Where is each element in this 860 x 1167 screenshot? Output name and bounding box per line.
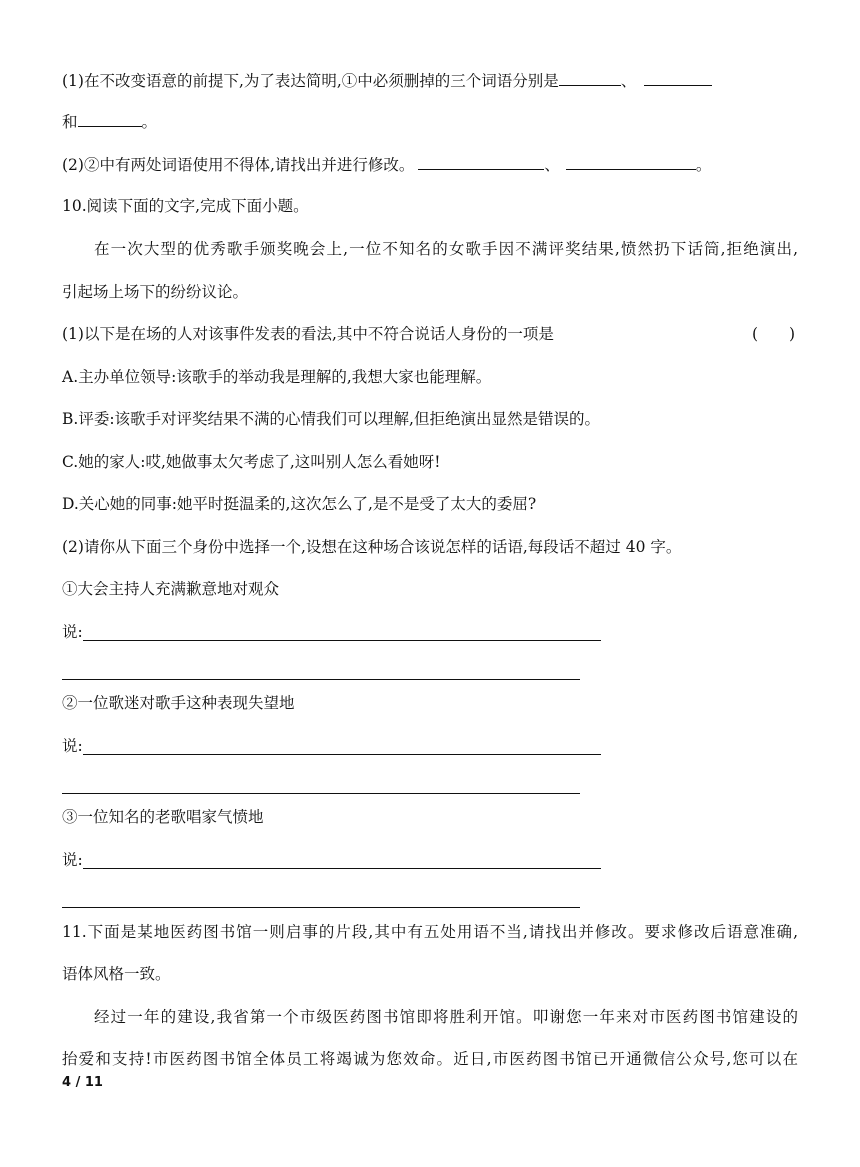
period: 。 <box>695 156 712 174</box>
role-2: ②一位歌迷对歌手这种表现失望地 <box>62 694 295 712</box>
q11-passage-line2: 抬爱和支持!市医药图书馆全体员工将竭诚为您效命。近日,市医药图书馆已开通微信公众号,您可以在 <box>62 1050 798 1068</box>
option-b: B.评委:该歌手对评奖结果不满的心情我们可以理解,但拒绝演出显然是错误的。 <box>62 410 600 428</box>
q9-sub1-line2 <box>62 110 157 133</box>
option-a: A.主办单位领导:该歌手的举动我是理解的,我想大家也能理解。 <box>62 368 492 386</box>
q9-sub1-stem: (1)在不改变语意的前提下,为了表达简明,①中必须删掉的三个词语分别是 <box>62 72 559 90</box>
answer-blank <box>559 69 621 86</box>
q9-sub2-line <box>62 153 711 176</box>
q10-sub1-stem: (1)以下是在场的人对该事件发表的看法,其中不符合说话人身份的一项是 <box>62 325 554 343</box>
q10-title: 10.阅读下面的文字,完成下面小题。 <box>62 197 309 215</box>
answer-blank <box>78 110 142 127</box>
say-label: 说: <box>62 623 83 641</box>
answer-line <box>83 868 601 869</box>
q9-sub1-and: 和 <box>62 113 78 131</box>
q10-passage-line2: 引起场上场下的纷纷议论。 <box>62 283 249 301</box>
q11-title-line2: 语体风格一致。 <box>62 965 171 983</box>
answer-line <box>83 640 601 641</box>
separator: 、 <box>544 156 560 174</box>
answer-line <box>62 679 580 680</box>
role-1: ①大会主持人充满歉意地对观众 <box>62 580 280 598</box>
q9-sub2-stem: (2)②中有两处词语使用不得体,请找出并进行修改。 <box>62 156 415 174</box>
answer-blank <box>418 153 544 170</box>
separator: 、 <box>620 72 637 90</box>
answer-parentheses: ( ) <box>752 325 796 343</box>
option-c: C.她的家人:哎,她做事太欠考虑了,这叫别人怎么看她呀! <box>62 453 441 471</box>
role-3: ③一位知名的老歌唱家气愤地 <box>62 808 264 826</box>
answer-blank <box>566 153 696 170</box>
q10-sub2-stem: (2)请你从下面三个身份中选择一个,设想在这种场合该说怎样的话语,每段话不超过 40 字。 <box>62 538 682 556</box>
answer-blank <box>644 69 712 86</box>
page-number: 4 / 11 <box>62 1075 103 1090</box>
q10-passage-line1: 在一次大型的优秀歌手颁奖晚会上,一位不知名的女歌手因不满评奖结果,愤然扔下话筒,拒绝演出, <box>94 240 798 258</box>
period: 。 <box>141 113 158 131</box>
q11-title-line1: 11.下面是某地医药图书馆一则启事的片段,其中有五处用语不当,请找出并修改。要求修改后语意准确, <box>62 923 798 941</box>
say-label: 说: <box>62 737 83 755</box>
q11-passage-line1: 经过一年的建设,我省第一个市级医药图书馆即将胜利开馆。叩谢您一年来对市医药图书馆建设的 <box>94 1008 798 1026</box>
say-label: 说: <box>62 851 83 869</box>
q9-sub1-line1 <box>62 69 712 92</box>
answer-line <box>83 754 601 755</box>
answer-line <box>62 793 580 794</box>
answer-line <box>62 907 580 908</box>
option-d: D.关心她的同事:她平时挺温柔的,这次怎么了,是不是受了太大的委屈? <box>62 495 537 513</box>
